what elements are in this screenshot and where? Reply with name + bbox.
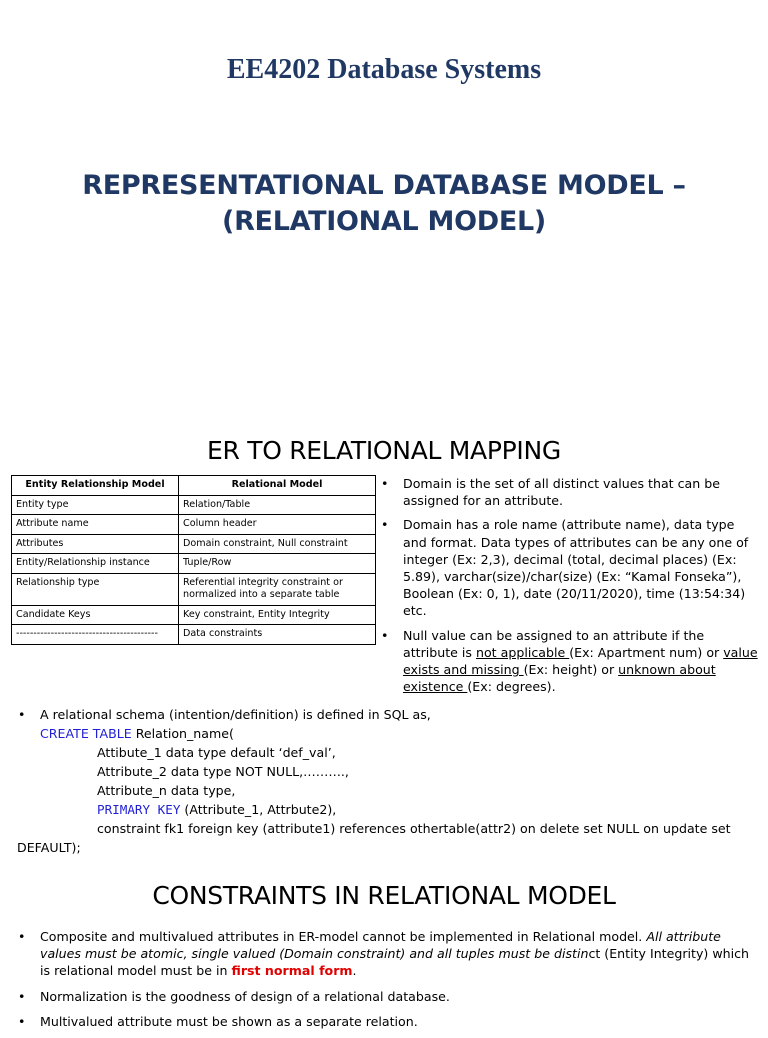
- sql-schema-block: [17, 705, 762, 857]
- schema-line: Attribute_2 data type NOT NULL,……….,: [97, 764, 349, 779]
- constraints-bullet-list: [17, 928, 762, 1038]
- table-cell: Column header: [179, 515, 376, 535]
- table-cell: Entity type: [12, 495, 179, 515]
- table-cell: Tuple/Row: [179, 554, 376, 574]
- table-row: [12, 554, 376, 574]
- header-er-model: Entity Relationship Model: [12, 476, 179, 496]
- table-row: [12, 605, 376, 625]
- page-title-line-1: REPRESENTATIONAL DATABASE MODEL –: [82, 170, 686, 201]
- table-cell: Candidate Keys: [12, 605, 179, 625]
- bullet-text: ct (Entity Integrity) which is relational model must be in: [40, 946, 750, 979]
- underlined-term: unknown about existence: [403, 662, 716, 695]
- domain-bullet-list: [380, 475, 762, 702]
- list-item: [380, 516, 762, 619]
- table-row: [12, 534, 376, 554]
- schema-intro: • A relational schema (intention/definition) is defined in SQL as,: [40, 707, 431, 722]
- course-title: EE4202 Database Systems: [226, 54, 542, 85]
- table-row: [12, 515, 376, 535]
- er-mapping-heading: ER TO RELATIONAL MAPPING: [207, 436, 561, 465]
- table-cell: Attributes: [12, 534, 179, 554]
- header-relational-model: Relational Model: [179, 476, 376, 496]
- bullet-text: Domain is the set of all distinct values that can be assigned for an attribute.: [403, 476, 720, 509]
- italic-text: All attribute values must be atomic, single valued (Domain constraint) and all tuples must be distin: [40, 929, 721, 962]
- bullet-text: Domain has a role name (attribute name), data type and format. Data types of attributes can be any one of integer (Ex: 2,3), decimal (total, decimal places) (Ex: 5.89), varchar(size)/char(size) (Ex: “Kamal Fonseka”), Boolean (Ex: 0, 1), date (20/11/2020), time (13:54:34) etc.: [403, 517, 749, 619]
- bullet-text: Multivalued attribute must be shown as a separate relation.: [40, 1013, 418, 1029]
- sql-keyword: CREATE TABLE: [40, 726, 132, 741]
- create-table-line: [40, 724, 762, 743]
- table-cell: -----------------------------------------: [12, 625, 179, 645]
- emphasis-text: first normal form: [231, 963, 353, 979]
- bullet-text: Composite and multivalued attributes in ER-model cannot be implemented in Relational model.: [40, 929, 647, 944]
- bullet-text: Null value can be assigned to an attribute if the attribute is: [403, 627, 705, 660]
- table-row: [12, 495, 376, 515]
- sql-text: (Attribute_1, Attrbute2),: [180, 802, 337, 817]
- schema-line: Attribute_n data type,: [97, 783, 236, 798]
- table-cell: Relation/Table: [179, 495, 376, 515]
- list-item: [380, 627, 762, 696]
- table-cell: Referential integrity constraint or normalized into a separate table: [179, 573, 376, 605]
- er-mapping-table: [11, 475, 376, 645]
- page-title-line-2: (RELATIONAL MODEL): [222, 206, 546, 237]
- sql-keyword: PRIMARY KEY: [97, 802, 181, 817]
- underlined-term: not applicable: [476, 644, 570, 660]
- bullet-text: (Ex: degrees).: [467, 679, 556, 695]
- foreign-key-line-cont: DEFAULT);: [17, 840, 81, 855]
- primary-key-line: [17, 800, 762, 819]
- bullet-text: Normalization is the goodness of design of a relational database.: [40, 988, 450, 1004]
- foreign-key-line: constraint fk1 foreign key (attribute1) references othertable(attr2) on delete set NULL on update set: [97, 821, 731, 836]
- bullet-text: .: [352, 963, 357, 979]
- bullet-text: (Ex: height) or: [523, 662, 619, 678]
- table-header-row: [12, 476, 376, 496]
- list-item: [380, 475, 762, 509]
- page-title: [0, 168, 768, 240]
- table-cell: Key constraint, Entity Integrity: [179, 605, 376, 625]
- list-item: [17, 928, 762, 980]
- table-cell: Attribute name: [12, 515, 179, 535]
- schema-line: Attibute_1 data type default ‘def_val’,: [97, 745, 336, 760]
- sql-text: Relation_name(: [131, 726, 234, 741]
- table-cell: Relationship type: [12, 573, 179, 605]
- underlined-term: value exists and missing: [403, 644, 758, 678]
- list-item: [17, 988, 762, 1005]
- table-cell: Domain constraint, Null constraint: [179, 534, 376, 554]
- table-cell: Entity/Relationship instance: [12, 554, 179, 574]
- table-row: [12, 625, 376, 645]
- table-row: [12, 573, 376, 605]
- constraints-heading: CONSTRAINTS IN RELATIONAL MODEL: [152, 881, 616, 910]
- table-cell: Data constraints: [179, 625, 376, 645]
- list-item: [17, 705, 762, 743]
- list-item: [17, 1013, 762, 1030]
- bullet-text: (Ex: Apartment num) or: [569, 644, 724, 660]
